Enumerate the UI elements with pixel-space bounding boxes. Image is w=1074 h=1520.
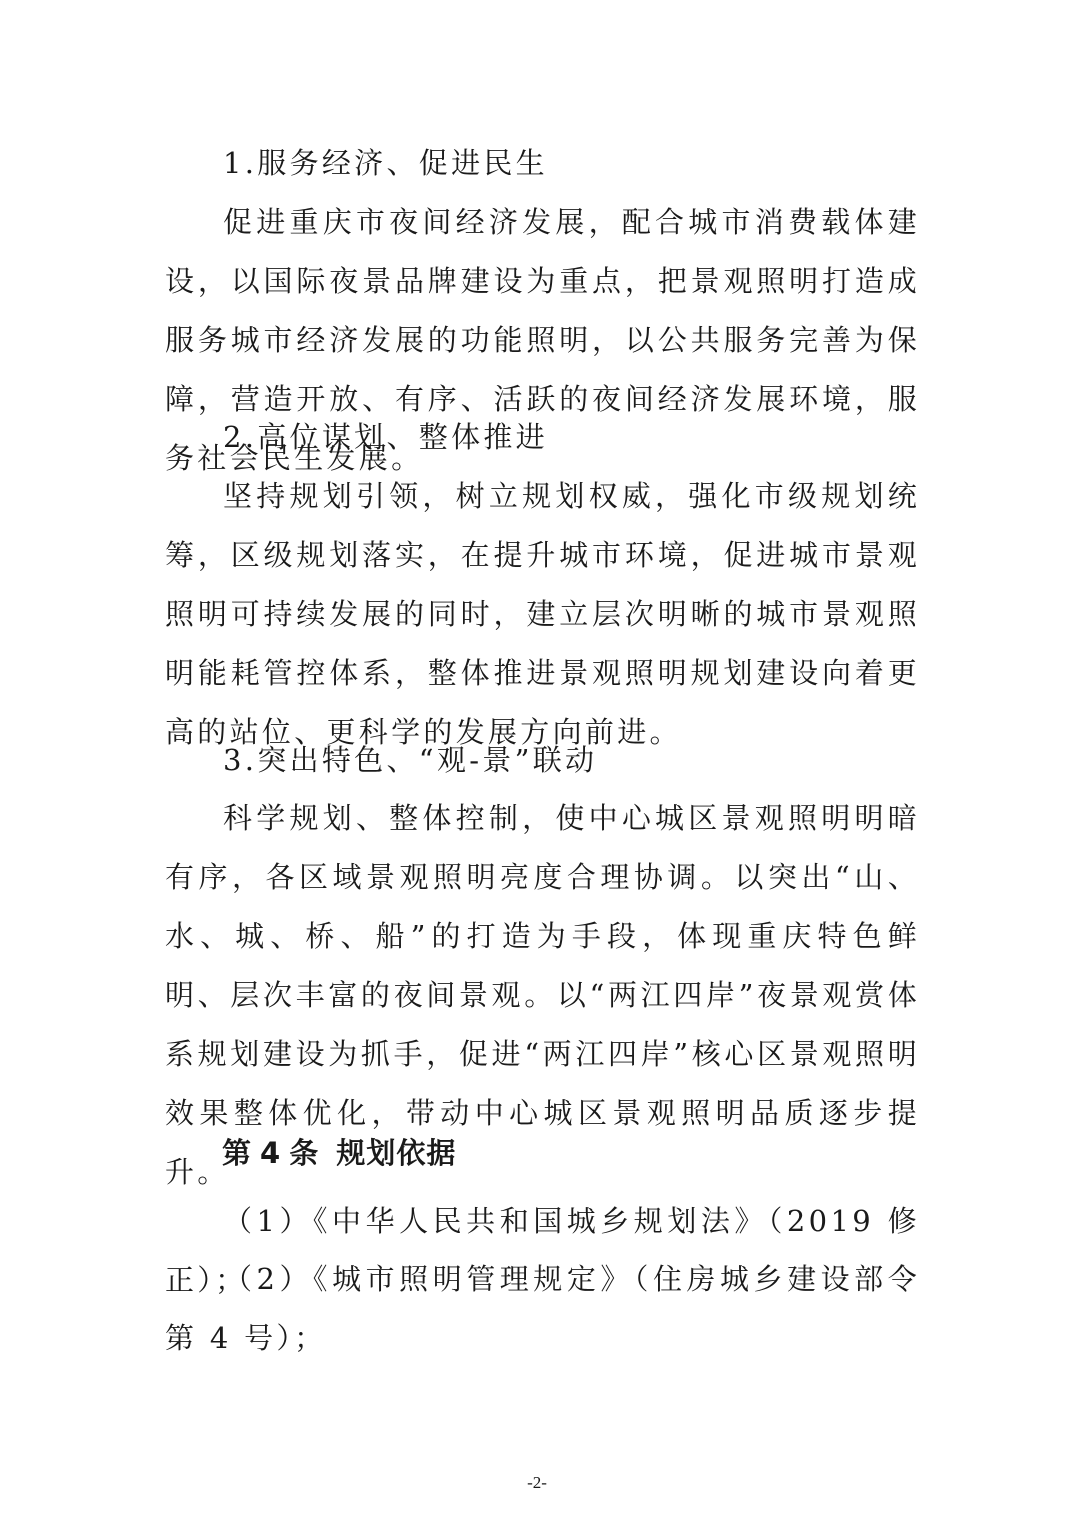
- page-number: -2-: [527, 1473, 547, 1492]
- section-1-heading: 1.服务经济、促进民生: [223, 146, 548, 180]
- article-number: 4: [260, 1136, 282, 1170]
- section-3-body: 科学规划、整体控制，使中心城区景观照明明暗有序，各区域景观照明亮度合理协调。以突出“山、水、城、桥、船”的打造为手段，体现重庆特色鲜明、层次丰富的夜间景观。以“两江四岸”夜景观赏体系规划建设为抓手，促进“两江四岸”核心区景观照明效果整体优化，带动中心城区景观照明品质逐步提升。: [165, 801, 920, 1189]
- section-3-heading: 3.突出特色、“观-景”联动: [223, 743, 598, 777]
- section-1-body: 促进重庆市夜间经济发展，配合城市消费载体建设，以国际夜景品牌建设为重点，把景观照明打造成服务城市经济发展的功能照明，以公共服务完善为保障，营造开放、有序、活跃的夜间经济发展环境，服务社会民生发展。: [165, 205, 920, 475]
- article-suffix: 条: [289, 1136, 320, 1170]
- section-2-heading: 2.高位谋划、整体推进: [223, 420, 548, 454]
- article-heading: [222, 1124, 456, 1183]
- basis-item-1: （1）《中华人民共和国城乡规划法》（2019 修正）；: [165, 1204, 920, 1297]
- basis-item-2: （2）《城市照明管理规定》（住房城乡建设部令第 4 号）；: [165, 1262, 920, 1355]
- article-title: 规划依据: [336, 1136, 457, 1170]
- section-2-body: 坚持规划引领，树立规划权威，强化市级规划统筹，区级规划落实，在提升城市环境，促进城市景观照明可持续发展的同时，建立层次明晰的城市景观照明能耗管控体系，整体推进景观照明规划建设向着更高的站位、更科学的发展方向前进。: [165, 479, 920, 749]
- article-prefix: 第: [222, 1136, 253, 1170]
